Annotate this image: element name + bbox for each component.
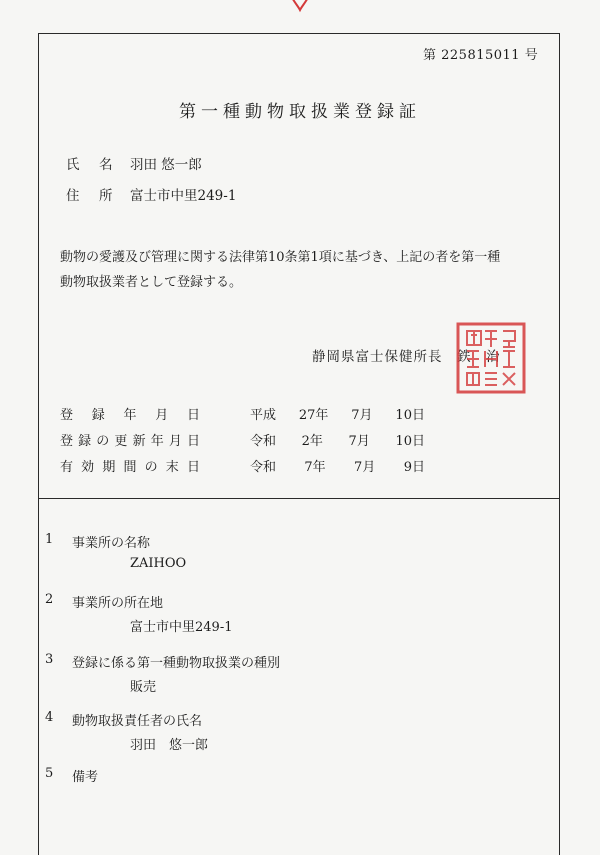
date-label: 有 効 期 間 の 末 日 [60,460,200,475]
date-day: 10日 [395,408,425,423]
date-month: 7月 [351,408,373,423]
section-value: 販売 [130,680,157,695]
section-title: 事業所の名称 [72,536,151,551]
certificate-number: 第 225815011 号 [423,48,539,63]
date-year: 2年 [301,434,323,449]
section-value: ZAIHOO [130,556,187,571]
date-value [250,456,425,475]
date-day: 10日 [395,434,425,449]
section-number: 1 [45,532,54,547]
section-value: 富士市中里249-1 [130,620,233,635]
certificate-body-text [60,245,560,295]
issuing-authority: 静岡県富士保健所長 鉄 治 [312,349,501,365]
name-value: 羽田 悠一郎 [130,157,202,173]
section-divider [38,498,560,499]
body-line-1: 動物の愛護及び管理に関する法律第10条第1項に基づき、上記の者を第一種 [60,250,501,265]
date-label: 登 録 の 更 新 年 月 日 [60,434,200,449]
section-title: 動物取扱責任者の氏名 [72,714,203,729]
section-title: 備考 [72,770,99,785]
section-title: 登録に係る第一種動物取扱業の種別 [72,656,281,671]
date-month: 7月 [354,460,376,475]
date-era: 令和 [250,460,277,475]
section-value: 羽田 悠一郎 [130,738,209,753]
date-era: 令和 [250,434,277,449]
certificate-title: 第一種動物取扱業登録証 [179,102,421,122]
section-number: 2 [45,592,54,607]
section-number: 3 [45,652,54,667]
section-title: 事業所の所在地 [72,596,164,611]
date-era: 平成 [250,408,277,423]
official-seal-stamp [455,321,527,395]
section-number: 4 [45,710,54,725]
red-ribbon-mark [276,0,324,16]
date-value [250,430,425,449]
date-year: 27年 [298,408,329,423]
date-month: 7月 [348,434,370,449]
date-year: 7年 [304,460,326,475]
address-value: 富士市中里249-1 [130,188,237,204]
name-label: 氏 名 [66,157,116,173]
section-number: 5 [45,766,54,781]
date-day: 9日 [403,460,425,475]
body-line-2: 動物取扱業者として登録する。 [60,275,243,290]
date-value [250,404,425,423]
address-label: 住 所 [66,188,116,204]
date-label: 登 録 年 月 日 [60,408,200,423]
